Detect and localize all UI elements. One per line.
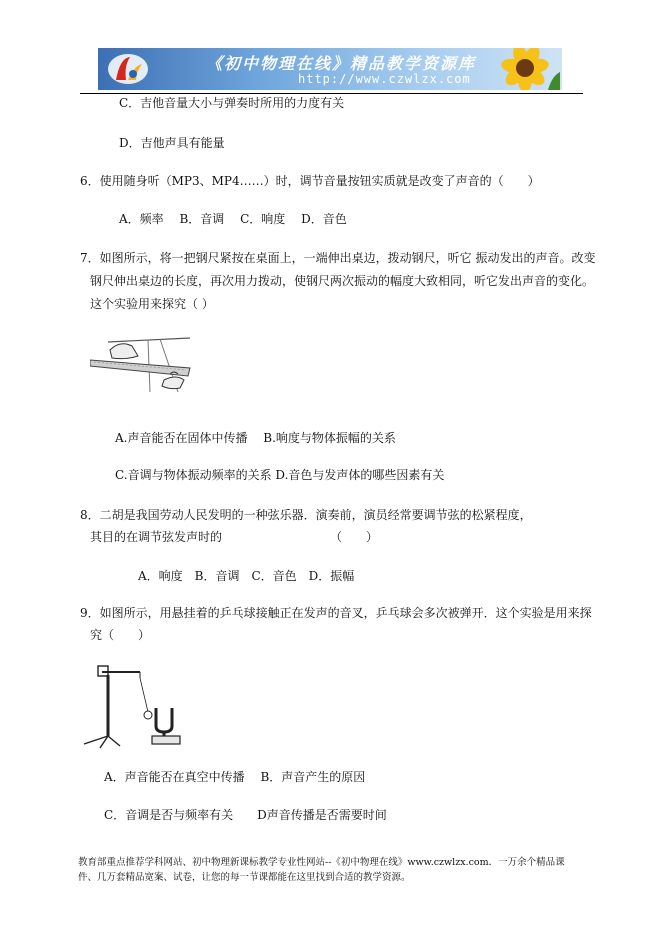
question-9-line-2: 究（ ） (90, 628, 151, 642)
question-9-options-cd: C．音调是否与频率有关 D声音传播是否需要时间 (104, 808, 387, 822)
question-7-options-ab: A.声音能否在固体中传播 B.响度与物体振幅的关系 (115, 431, 396, 445)
q5-option-c: C．吉他音量大小与弹奏时所用的力度有关 (119, 96, 345, 110)
question-9-line-1: 9．如图所示，用悬挂着的乒乓球接触正在发声的音叉，乒乓球会多次被弹开．这个实验是用来探 (80, 606, 592, 620)
steel-ruler-figure (90, 330, 194, 405)
footer-line-2: 件、几万套精品宽案、试卷，让您的每一节课都能在这里找到合适的教学资源。 (78, 872, 411, 883)
tuning-fork-figure (80, 660, 195, 750)
question-8-options: A．响度 B．音调 C．音色 D．振幅 (138, 569, 355, 583)
site-logo-icon (106, 52, 150, 86)
sunflower-icon (470, 48, 560, 90)
question-8-line-2: 其目的在调节弦发声时的 (90, 530, 223, 544)
q5-option-d: D．吉他声具有能量 (119, 136, 225, 150)
question-7-line-1: 7．如图所示，将一把钢尺紧按在桌面上，一端伸出桌边，拨动钢尺，听它 振动发出的声音。改变 (80, 251, 596, 265)
question-9-options-ab: A．声音能否在真空中传播 B．声音产生的原因 (104, 770, 366, 784)
footer-line-1: 教育部重点推荐学科网站、初中物理新课标教学专业性网站--《初中物理在线》www.czwlzx.com．一万余个精品课 (78, 857, 565, 868)
question-6: 6．使用随身听（MP3、MP4……）时，调节音量按钮实质就是改变了声音的（ ） (80, 174, 540, 188)
header-rule (80, 93, 583, 94)
question-8-line-1: 8．二胡是我国劳动人民发明的一种弦乐器．演奏前，演员经常要调节弦的松紧程度， (80, 508, 532, 522)
question-7-line-3: 这个实验用来探究（ ） (90, 297, 214, 311)
question-8-paren: （ ） (330, 530, 379, 544)
question-7-options-cd: C.音调与物体振动频率的关系 D.音色与发声体的哪些因素有关 (115, 468, 445, 482)
page-footer (78, 855, 588, 885)
question-7-line-2: 钢尺伸出桌边的长度，再次用力拨动，使钢尺两次振动的幅度大致相同，听它发出声音的变化。 (90, 274, 595, 288)
header-banner (98, 48, 562, 90)
banner-title: 《初中物理在线》精品教学资源库 (206, 54, 477, 73)
banner-url[interactable]: http://www.czwlzx.com (298, 72, 471, 86)
question-6-options: A．频率 B．音调 C．响度 D．音色 (119, 212, 347, 226)
